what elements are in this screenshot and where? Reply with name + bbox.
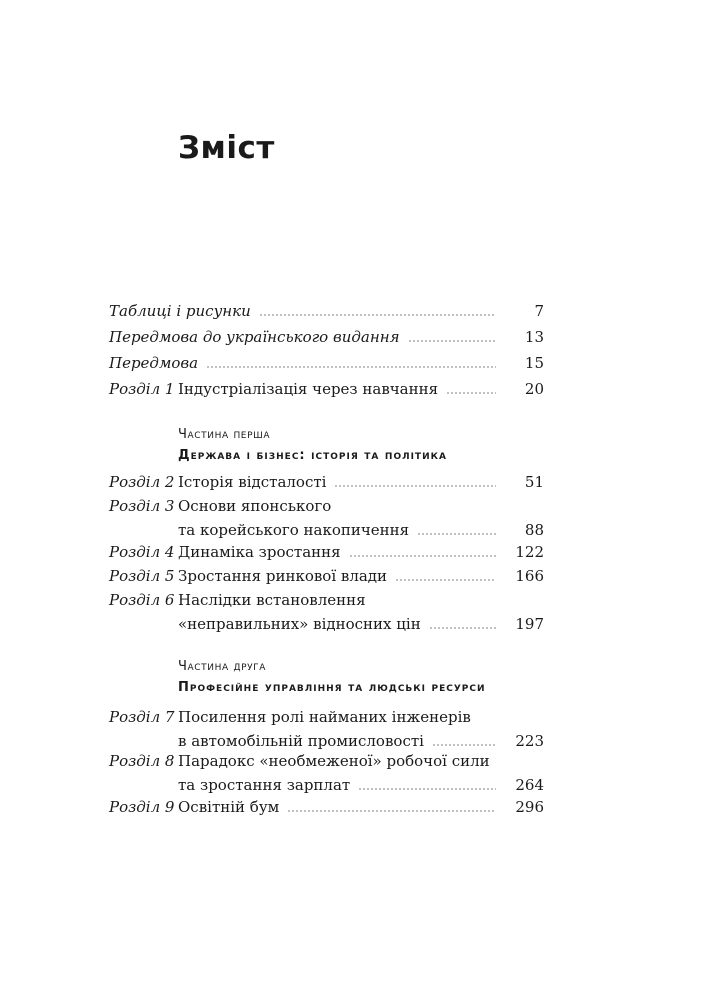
- entry-line: [0, 328, 728, 350]
- entry-line: [0, 497, 728, 519]
- leader-dots: [395, 579, 496, 581]
- page-title: Зміст: [178, 130, 275, 166]
- part-title: Професійне управління та людські ресурси: [178, 680, 486, 695]
- leader-dots: [358, 788, 496, 790]
- entry-line: [0, 752, 728, 774]
- chapter-number: Розділ 5: [109, 567, 175, 585]
- page-number: 7: [534, 302, 544, 320]
- page-number: 51: [524, 473, 544, 491]
- entry-line: [0, 354, 728, 376]
- chapter-number: Розділ 6: [109, 591, 175, 609]
- chapter-number: Розділ 4: [109, 543, 175, 561]
- leader-dots: [259, 314, 496, 316]
- chapter-title: Індустріалізація через навчання: [178, 380, 439, 398]
- page-number: 296: [515, 798, 544, 816]
- chapter-number: Розділ 7: [109, 708, 175, 726]
- chapter-number: Розділ 8: [109, 752, 175, 770]
- part-label: Частина друга: [178, 659, 267, 674]
- page-number: 223: [515, 732, 544, 750]
- chapter-number: Розділ 1: [109, 380, 175, 398]
- entry-line: [0, 776, 728, 798]
- page-number: 166: [515, 567, 544, 585]
- chapter-number: Розділ 2: [109, 473, 175, 491]
- page-number: 20: [524, 380, 544, 398]
- entry-line: [0, 543, 728, 565]
- entry-line: [0, 732, 728, 754]
- page-number: 15: [524, 354, 544, 372]
- leader-dots: [408, 340, 496, 342]
- chapter-title: Парадокс «необмеженої» робочої сили: [178, 752, 490, 770]
- chapter-title: Передмова: [109, 354, 199, 372]
- page-number: 122: [515, 543, 544, 561]
- entry-line: [0, 302, 728, 324]
- page-number: 88: [524, 521, 544, 539]
- entry-line: [0, 380, 728, 402]
- leader-dots: [287, 810, 496, 812]
- chapter-title: Передмова до українського видання: [109, 328, 400, 346]
- entry-line: [0, 591, 728, 613]
- page-number: 197: [515, 615, 544, 633]
- page-number: 264: [515, 776, 544, 794]
- chapter-title: Посилення ролі найманих інженерів: [178, 708, 471, 726]
- chapter-title: Наслідки встановлення: [178, 591, 366, 609]
- entry-line: [0, 521, 728, 543]
- leader-dots: [432, 744, 496, 746]
- part-title: Держава і бізнес: історія та політика: [178, 448, 447, 463]
- chapter-title: в автомобільній промисловості: [178, 732, 424, 750]
- entry-line: [0, 567, 728, 589]
- leader-dots: [417, 533, 496, 535]
- leader-dots: [334, 485, 496, 487]
- chapter-title: «неправильних» відносних цін: [178, 615, 421, 633]
- entry-line: [0, 473, 728, 495]
- page-number: 13: [524, 328, 544, 346]
- chapter-title: Історія відсталості: [178, 473, 327, 491]
- entry-line: [0, 798, 728, 820]
- chapter-title: та зростання зарплат: [178, 776, 351, 794]
- leader-dots: [206, 366, 496, 368]
- entry-line: [0, 708, 728, 730]
- entry-line: [0, 615, 728, 637]
- chapter-title: Таблиці і рисунки: [109, 302, 251, 320]
- chapter-title: Освітній бум: [178, 798, 280, 816]
- chapter-title: Зростання ринкової влади: [178, 567, 388, 585]
- chapter-number: Розділ 9: [109, 798, 175, 816]
- leader-dots: [446, 392, 496, 394]
- chapter-title: Основи японського: [178, 497, 332, 515]
- leader-dots: [429, 627, 496, 629]
- part-label: Частина перша: [178, 427, 271, 442]
- chapter-title: Динаміка зростання: [178, 543, 341, 561]
- leader-dots: [349, 555, 496, 557]
- chapter-title: та корейського накопичення: [178, 521, 410, 539]
- chapter-number: Розділ 3: [109, 497, 175, 515]
